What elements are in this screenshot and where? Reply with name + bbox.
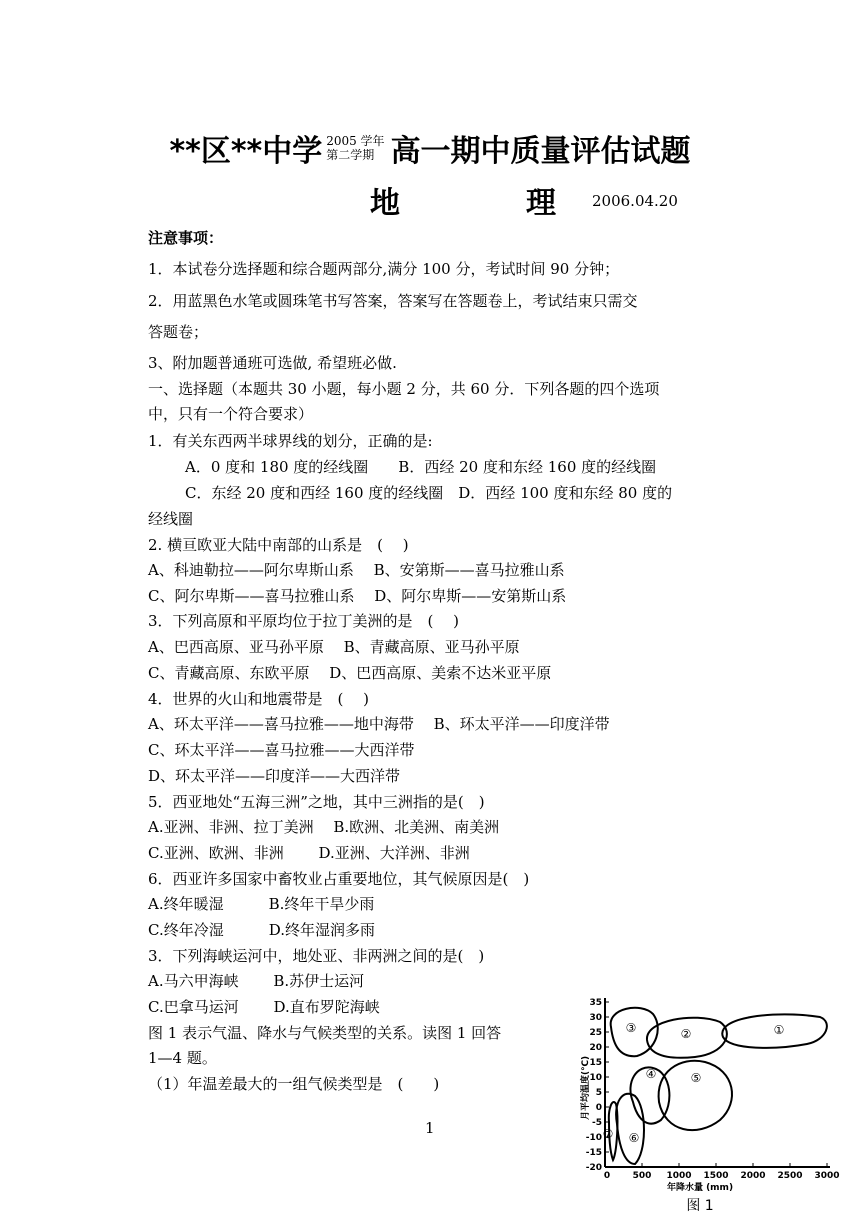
school-year: 2005 学年 — [326, 134, 385, 148]
page-number: 1 — [425, 1119, 435, 1137]
question-line: C、环太平洋——喜马拉雅——大西洋带 — [148, 741, 415, 759]
x-tick-label: 3000 — [814, 1171, 840, 1181]
question-line: 5．西亚地处“五海三洲”之地，其中三洲指的是( ) — [148, 793, 485, 811]
question-line: 1．有关东西两半球界线的划分，正确的是: — [148, 432, 433, 450]
question-line: A、环太平洋——喜马拉雅——地中海带 B、环太平洋——印度洋带 — [148, 715, 610, 733]
term-stack — [326, 134, 384, 162]
question-line: C、阿尔卑斯——喜马拉雅山系 D、阿尔卑斯——安第斯山系 — [148, 587, 567, 605]
region-label: ⑤ — [690, 1071, 702, 1085]
region-label: ③ — [625, 1021, 637, 1035]
question-line: A.亚洲、非洲、拉丁美洲 B.欧洲、北美洲、南美洲 — [148, 818, 500, 836]
subject-title: 地 理 — [370, 186, 604, 221]
region-label: ⑥ — [628, 1131, 640, 1145]
y-tick-label: 20 — [589, 1043, 602, 1053]
question-line: 2. 横亘欧亚大陆中南部的山系是 ( ) — [148, 536, 409, 554]
region-label: ① — [773, 1023, 785, 1037]
question-line: A.马六甲海峡 B.苏伊士运河 — [148, 972, 365, 990]
exam-title-line — [0, 126, 860, 170]
figure-question-line: （1）年温差最大的一组气候类型是 ( ) — [148, 1075, 440, 1093]
question-line: 经线圈 — [148, 510, 194, 528]
question-line: 3．下列海峡运河中，地处亚、非两洲之间的是( ) — [148, 947, 485, 965]
question-line: A．0 度和 180 度的经线圈 B．西经 20 度和东经 160 度的经线圈 — [185, 458, 657, 476]
y-tick-label: 0 — [595, 1103, 602, 1113]
x-tick-label: 2500 — [777, 1171, 803, 1181]
section-intro: 一、选择题（本题共 30 小题，每小题 2 分，共 60 分．下列各题的四个选项 — [148, 380, 660, 398]
question-line: C.终年冷湿 D.终年湿润多雨 — [148, 921, 375, 939]
section-intro: 中，只有一个符合要求） — [148, 405, 314, 423]
school-term: 第二学期 — [326, 148, 375, 162]
question-line: 3．下列高原和平原均位于拉丁美洲的是 ( ) — [148, 612, 460, 630]
y-tick-label: 25 — [589, 1028, 602, 1038]
x-tick-label: 2000 — [740, 1171, 766, 1181]
region-label: ⑦ — [602, 1127, 614, 1141]
figure-xlabel: 年降水量 (mm) — [666, 1183, 734, 1193]
x-tick-label: 0 — [603, 1171, 611, 1181]
question-line: A、巴西高原、亚马孙平原 B、青藏高原、亚马孙平原 — [148, 638, 520, 656]
climate-figure — [575, 992, 845, 1214]
figure-caption: 图 1 — [686, 1198, 714, 1214]
climate-region-6 — [616, 1094, 644, 1164]
figure-question-line: 1—4 题。 — [148, 1049, 217, 1067]
question-line: A、科迪勒拉——阿尔卑斯山系 B、安第斯——喜马拉雅山系 — [148, 561, 565, 579]
y-tick-label: -5 — [592, 1118, 602, 1128]
y-tick-label: 30 — [589, 1013, 602, 1023]
question-line: 4．世界的火山和地震带是 ( ) — [148, 690, 370, 708]
question-line: 6．西亚许多国家中畜牧业占重要地位，其气候原因是( ) — [148, 870, 530, 888]
region-label: ② — [680, 1027, 692, 1041]
figure-question-line: 图 1 表示气温、降水与气候类型的关系。读图 1 回答 — [148, 1024, 502, 1042]
x-tick-label: 500 — [632, 1171, 652, 1181]
y-tick-label: 35 — [589, 998, 602, 1008]
exam-title: 高一期中质量评估试题 — [390, 134, 691, 169]
question-line: C.巴拿马运河 D.直布罗陀海峡 — [148, 998, 380, 1016]
note-item: 答题卷； — [148, 323, 209, 341]
note-item: 2．用蓝黑色水笔或圆珠笔书写答案，答案写在答题卷上，考试结束只需交 — [148, 292, 638, 310]
question-line: C．东经 20 度和西经 160 度的经线圈 D．西经 100 度和东经 80 度的 — [185, 484, 673, 502]
y-tick-label: -15 — [585, 1148, 602, 1158]
question-line: D、环太平洋——印度洋——大西洋带 — [148, 767, 401, 785]
x-tick-label: 1000 — [666, 1171, 692, 1181]
figure-ylabel: 月平均温度(℃) — [581, 1055, 591, 1120]
y-tick-label: 15 — [589, 1058, 602, 1068]
question-line: C、青藏高原、东欧平原 D、巴西高原、美索不达米亚平原 — [148, 664, 552, 682]
y-tick-label: -20 — [585, 1163, 602, 1173]
school-name: **区**中学 — [169, 134, 323, 169]
question-line: A.终年暖湿 B.终年干旱少雨 — [148, 895, 375, 913]
note-item: 1．本试卷分选择题和综合题两部分,满分 100 分，考试时间 90 分钟； — [148, 260, 620, 278]
y-tick-label: 5 — [595, 1088, 602, 1098]
x-tick-label: 1500 — [703, 1171, 729, 1181]
question-line: C.亚洲、欧洲、非洲 D.亚洲、大洋洲、非洲 — [148, 844, 470, 862]
region-label: ④ — [645, 1067, 657, 1081]
notes-heading: 注意事项： — [148, 229, 224, 247]
y-tick-label: 10 — [589, 1073, 602, 1083]
exam-date: 2006.04.20 — [592, 192, 678, 210]
note-item: 3、附加题普通班可选做, 希望班必做. — [148, 354, 397, 372]
y-tick-label: -10 — [585, 1133, 602, 1143]
